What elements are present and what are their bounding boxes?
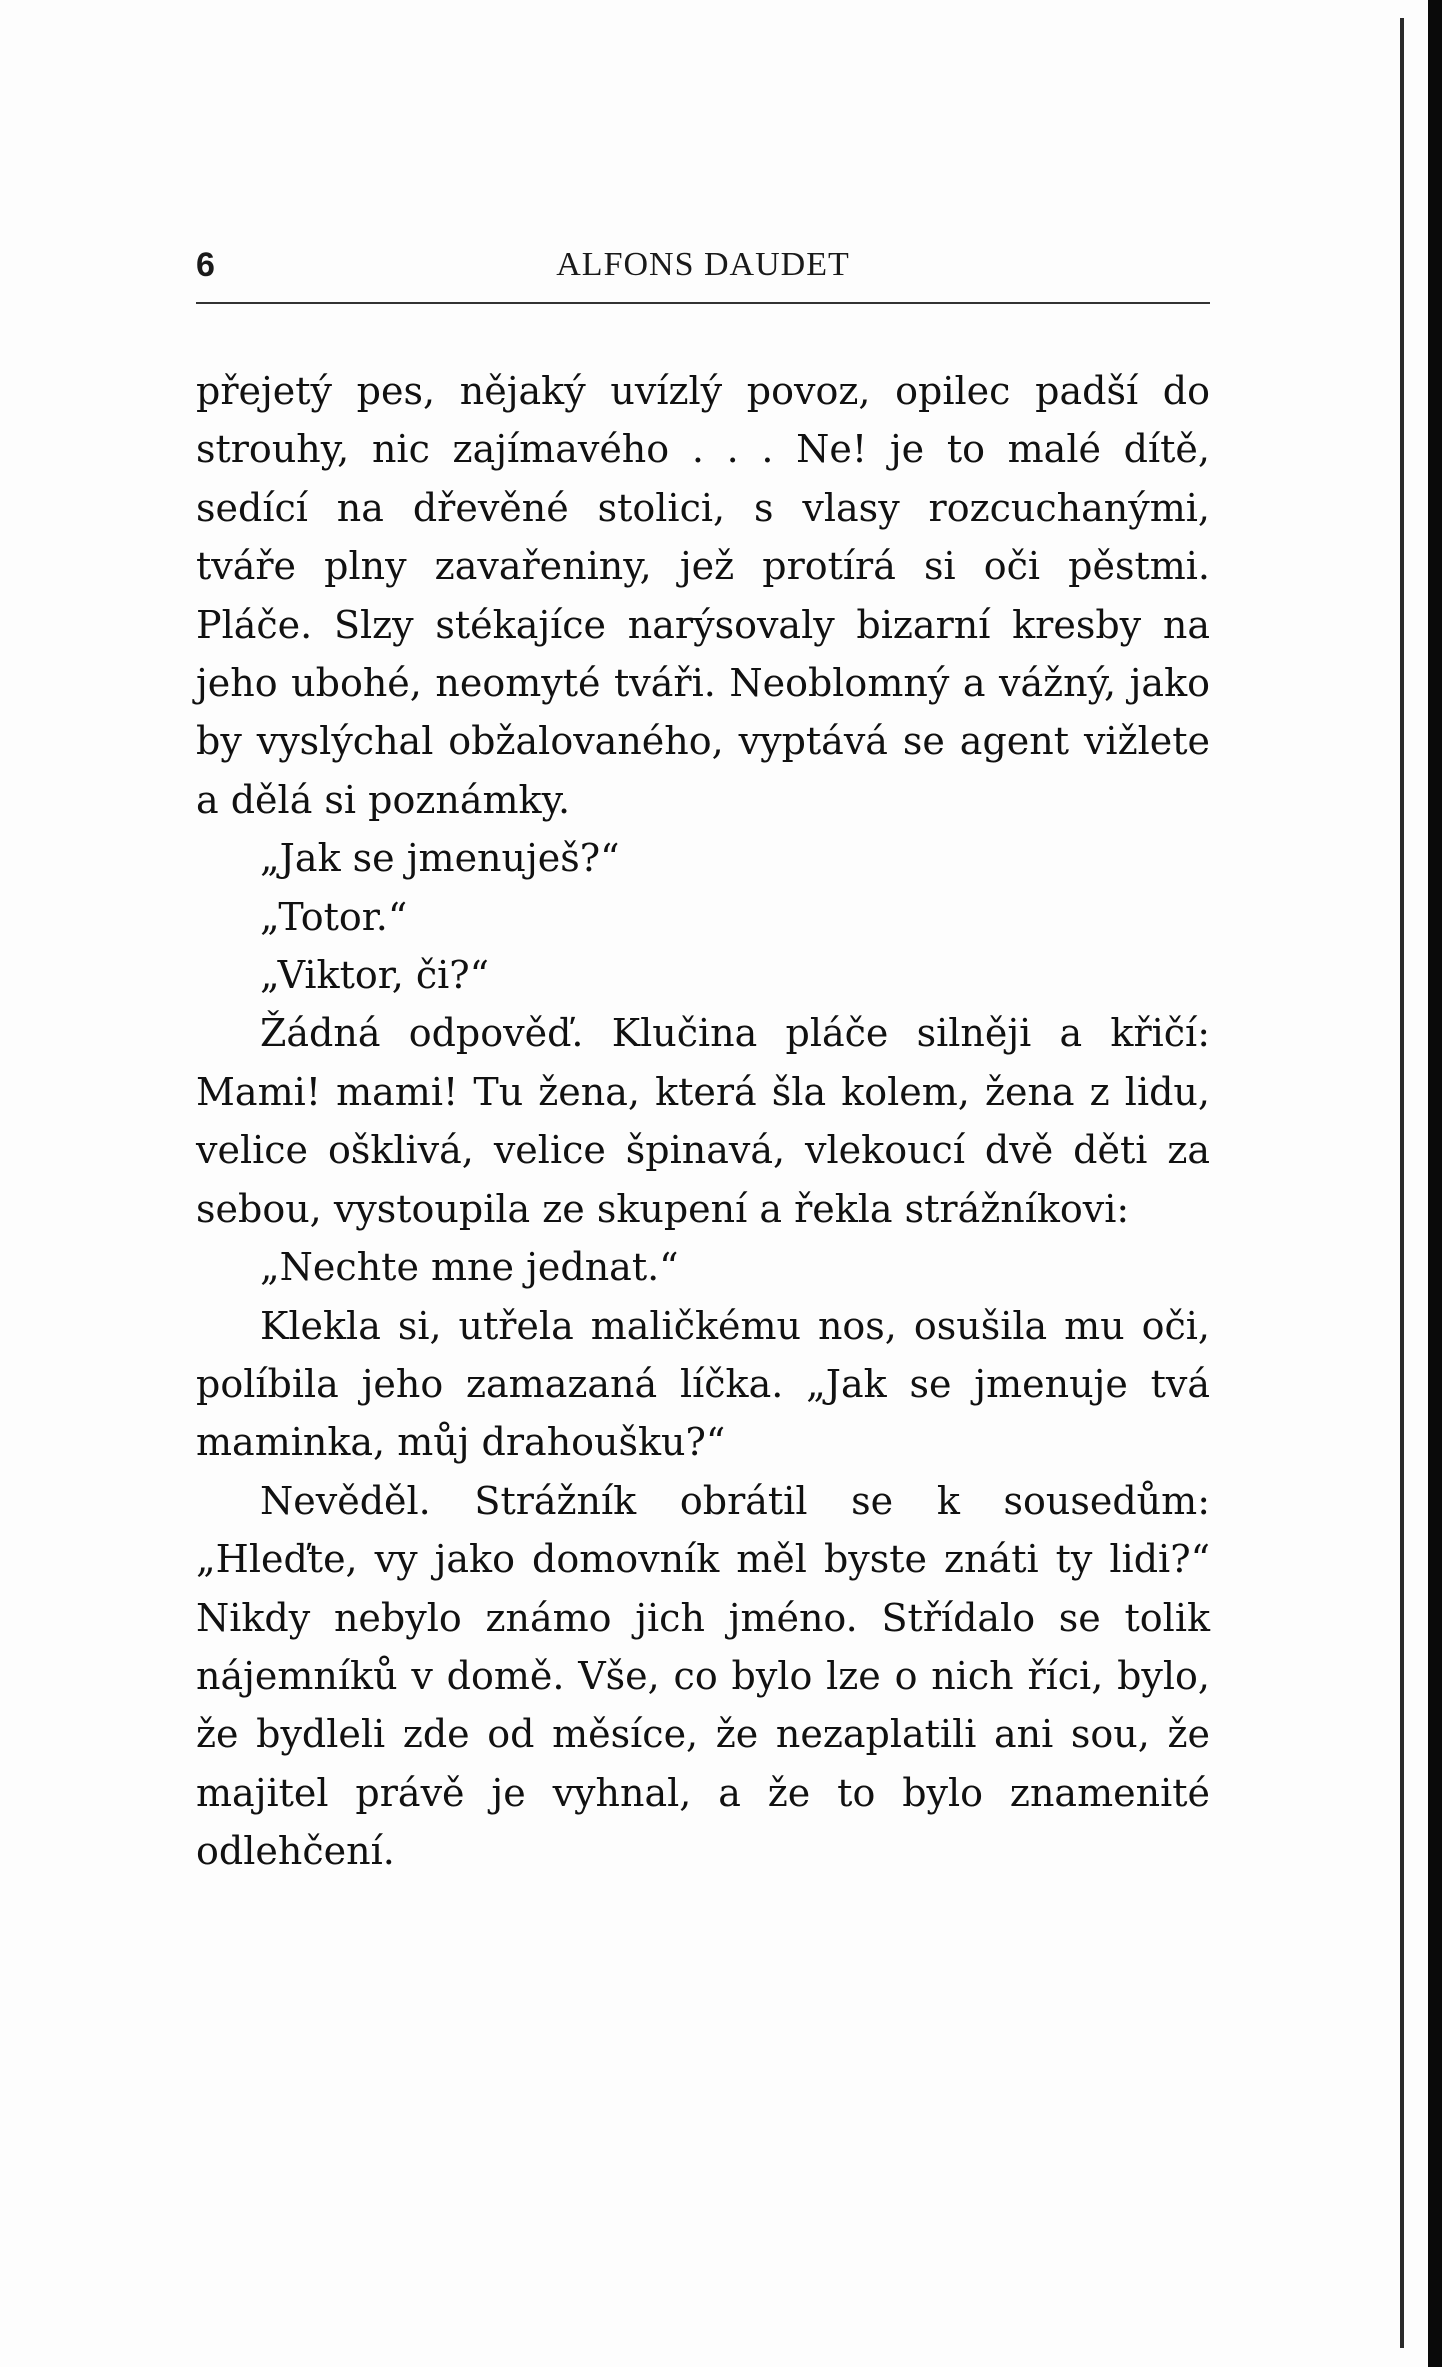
page-header <box>196 246 1210 294</box>
paragraph-5: Žádná odpověď. Klučina pláče silněji a křičí: Mami! mami! Tu žena, která šla kolem, žena z lidu, velice ošklivá, velice špinavá, vlekoucí dvě děti za sebou, vystoupila ze skupení a řekla strážníkovi: <box>196 1011 1210 1231</box>
body-text <box>196 362 1210 1881</box>
paragraph-4: „Viktor, či?“ <box>260 953 490 998</box>
page-number: 6 <box>196 246 215 284</box>
running-head: ALFONS DAUDET <box>556 246 850 283</box>
paragraph-3: „Totor.“ <box>260 894 408 939</box>
paragraph-1: přejetý pes, nějaký uvízlý povoz, opilec padší do strouhy, nic zajímavého . . . Ne! je to malé dítě, sedící na dřevěné stolici, s vlasy rozcuchanými, tváře plny zavařeniny, jež protírá si oči pěstmi. Pláče. Slzy stékajíce narýsovaly bizarní kresby na jeho ubohé, neomyté tváři. Neoblomný a vážný, jako by vyslýchal obžalovaného, vyptává se agent vižlete a dělá si poznámky. <box>196 369 1210 822</box>
header-rule <box>196 302 1210 304</box>
paragraph-2: „Jak se jmenuješ?“ <box>260 836 620 881</box>
paragraph-7: Klekla si, utřela maličkému nos, osušila mu oči, políbila jeho zamazaná líčka. „Jak se jmenuje tvá maminka, můj drahoušku?“ <box>196 1303 1210 1465</box>
scan-border <box>1428 0 1442 2367</box>
scan-edge-line <box>1400 18 1404 2348</box>
paragraph-8: Nevěděl. Strážník obrátil se k sousedům: „Hleďte, vy jako domovník měl byste znáti ty lidi?“ Nikdy nebylo známo jich jméno. Střídalo se tolik nájemníků v domě. Vše, co bylo lze o nich říci, bylo, že bydleli zde od měsíce, že nezaplatili ani sou, že majitel právě je vyhnal, a že to bylo znamenité odlehčení. <box>196 1478 1210 1874</box>
paragraph-6: „Nechte mne jednat.“ <box>260 1245 679 1290</box>
